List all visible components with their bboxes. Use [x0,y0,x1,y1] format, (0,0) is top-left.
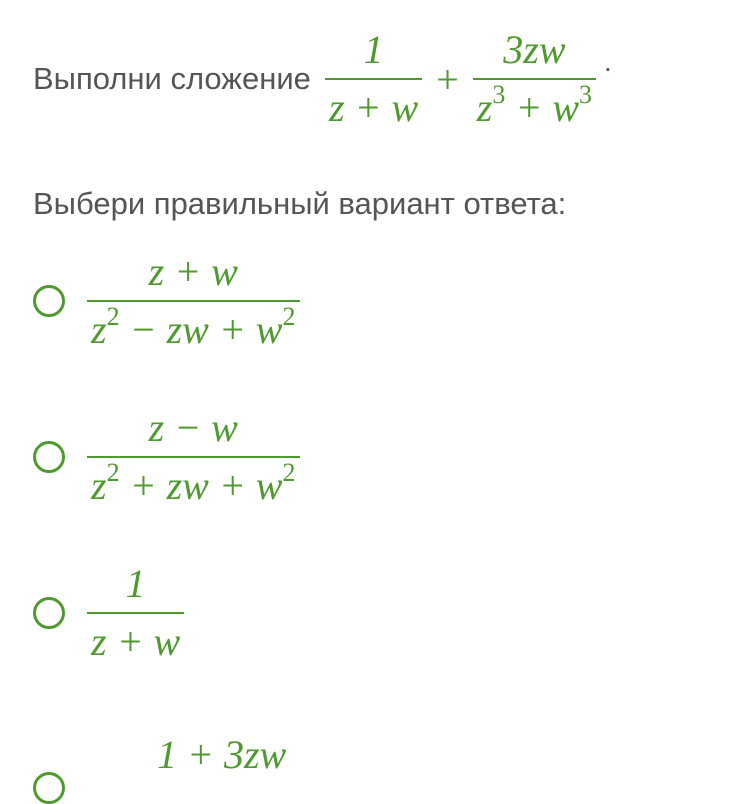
radio-button[interactable] [33,441,65,473]
fraction-numerator: 1 [125,561,146,606]
radio-button[interactable] [33,285,65,317]
plus-operator: + [436,56,459,102]
answer-option-1[interactable] [33,250,300,352]
radio-button[interactable] [33,597,65,629]
fraction-numerator: 1 + 3zw [157,732,287,777]
period: . [604,46,612,77]
option-fraction [87,406,300,508]
task-prefix: Выполни сложение [33,61,311,96]
answer-prompt: Выбери правильный вариант ответа: [33,186,567,221]
option-fraction [87,562,184,664]
fraction-denominator: $z^2$ − zw + $w^2$ [91,302,296,352]
fraction-denominator: z + w [91,619,181,664]
fraction-numerator: 1 [363,27,384,72]
fraction-numerator: 3zw [503,27,566,72]
option-fraction [87,733,290,783]
task-fraction-2 [473,28,596,130]
fraction-denominator: $z^3 + w^3$ [476,80,592,130]
task-statement [33,28,612,130]
answer-option-3[interactable] [33,562,184,664]
answer-option-4[interactable] [33,712,290,804]
fraction-denominator: z + w [328,85,419,130]
fraction-numerator: z + w [148,249,238,294]
answer-option-2[interactable] [33,406,300,508]
task-fraction-1 [325,28,422,130]
fraction-numerator: z − w [148,405,238,450]
radio-button[interactable] [33,772,65,804]
fraction-denominator: $z^2$ + zw + $w^2$ [91,458,296,508]
option-fraction [87,250,300,352]
